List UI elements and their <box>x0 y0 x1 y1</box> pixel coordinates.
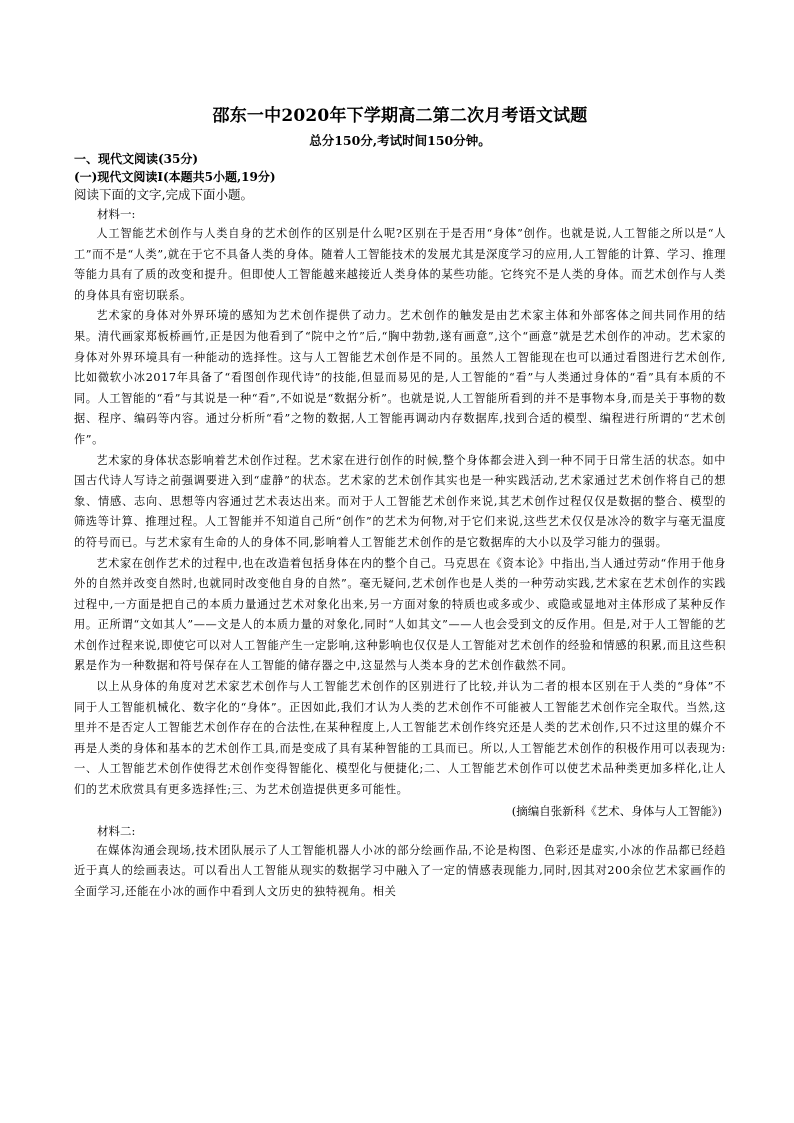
material1-paragraph: 艺术家的身体对外界环境的感知为艺术创作提供了动力。艺术创作的触发是由艺术家主体和外部客体之间共同作用的结果。清代画家郑板桥画竹,正是因为他看到了“院中之竹”后,“胸中勃勃,遂有画意”,这个“画意”就是艺术创作的冲动。艺术家的身体对外界环境具有一种能动的选择性。这与人工智能艺术创作是不同的。虽然人工智能现在也可以通过看图进行艺术创作,比如微软小冰2017年具备了“看图创作现代诗”的技能,但显而易见的是,人工智能的“看”与人类通过身体的“看”具有本质的不同。人工智能的“看”与其说是一种“看”,不如说是“数据分析”。也就是说,人工智能所看到的并不是事物本身,而是关于事物的数据、程序、编码等内容。通过分析所“看”之物的数据,人工智能再调动内存数据库,找到合适的模型、编程进行所谓的“艺术创作”。 <box>74 309 726 446</box>
material2-paragraph: 在媒体沟通会现场,技术团队展示了人工智能机器人小冰的部分绘画作品,不论是构图、色彩还是虚实,小冰的作品都已经趋近于真人的绘画表达。可以看出人工智能从现实的数据学习中融入了一定的情感表现能力,同时,因其对200余位艺术家画作的全面学习,还能在小冰的画作中看到人文历史的独特视角。相关 <box>74 843 726 898</box>
material1-paragraph: 以上从身体的角度对艺术家艺术创作与人工智能艺术创作的区别进行了比较,并认为二者的根本区别在于人类的“身体”不同于人工智能机械化、数字化的“身体”。正因如此,我们才认为人类的艺术创作不可能被人工智能艺术创作完全取代。当然,这里并不是否定人工智能艺术创作存在的合法性,在某种程度上,人工智能艺术创作终究还是人类的艺术创作,只不过这里的媒介不再是人类的身体和基本的艺术创作工具,而是变成了具有某种智能的工具而已。所以,人工智能艺术创作的积极作用可以表现为:一、人工智能艺术创作使得艺术创作变得智能化、模型化与便捷化;二、人工智能艺术创作可以使艺术品种类更加多样化,让人们的艺术欣赏具有更多选择性;三、为艺术创造提供更多可能性。 <box>74 680 726 797</box>
subsection-heading: (一)现代文阅读Ⅰ(本题共5小题,19分) <box>74 170 276 184</box>
exam-page <box>74 104 726 902</box>
section-heading: 一、现代文阅读(35分) <box>74 152 199 166</box>
material2-label: 材料二: <box>97 823 136 838</box>
material1-label: 材料一: <box>97 207 136 221</box>
material1-paragraph: 人工智能艺术创作与人类自身的艺术创作的区别是什么呢?区别在于是否用“身体”创作。也就是说,人工智能之所以是“人工”而不是“人类”,就在于它不具备人类的身体。随着人工智能技术的发展尤其是深度学习的应用,人工智能的计算、学习、推理等能力具有了质的改变和提升。但即使人工智能越来越接近人类身体的某些功能。它终究不是人类的身体。而艺术创作与人类的身体具有密切联系。 <box>74 227 727 302</box>
reading-instruction: 阅读下面的文字,完成下面小题。 <box>74 187 253 202</box>
material1-paragraph: 艺术家的身体状态影响着艺术创作过程。艺术家在进行创作的时候,整个身体都会进入到一种不同于日常生活的状态。如中国古代诗人写诗之前强调要进入到“虚静”的状态。艺术家的艺术创作其实也是一种实践活动,艺术家通过艺术创作将自己的想象、情感、志向、思想等内容通过艺术表达出来。而对于人工智能艺术创作来说,其艺术创作过程仅仅是数据的整合、模型的筛选等计算、推理过程。人工智能并不知道自己所“创作”的艺术为何物,对于它们来说,这些艺术仅仅是冰冷的数字与毫无温度的符号而已。与艺术家有生命的人的身体不同,影响着人工智能艺术创作的是它数据库的大小以及学习能力的强弱。 <box>74 453 726 549</box>
exam-subtitle: 总分150分,考试时间150分钟。 <box>309 133 491 148</box>
material1-paragraph: 艺术家在创作艺术的过程中,也在改造着包括身体在内的整个自己。马克思在《资本论》中指出,当人通过劳动“作用于他身外的自然并改变自然时,也就同时改变他自身的自然”。毫无疑问,艺术创作也是人类的一种劳动实践,艺术家在艺术创作的实践过程中,一方面是把自己的本质力量通过艺术对象化出来,另一方面对象的特质也或多或少、或隐或显地对主体形成了某种反作用。正所谓“文如其人”——文是人的本质力量的对象化,同时“人如其文”——人也会受到文的反作用。但是,对于人工智能的艺术创作过程来说,即使它可以对人工智能产生一定影响,这种影响也仅仅是人工智能对艺术创作的经验和情感的积累,而且这些积累是作为一种数据和符号保存在人工智能的储存器之中,这显然与人类本身的艺术创作截然不同。 <box>74 556 726 673</box>
material1-source: (摘编自张新科《艺术、身体与人工智能》) <box>511 803 722 818</box>
exam-title: 邵东一中2020年下学期高二第二次月考语文试题 <box>212 106 588 126</box>
